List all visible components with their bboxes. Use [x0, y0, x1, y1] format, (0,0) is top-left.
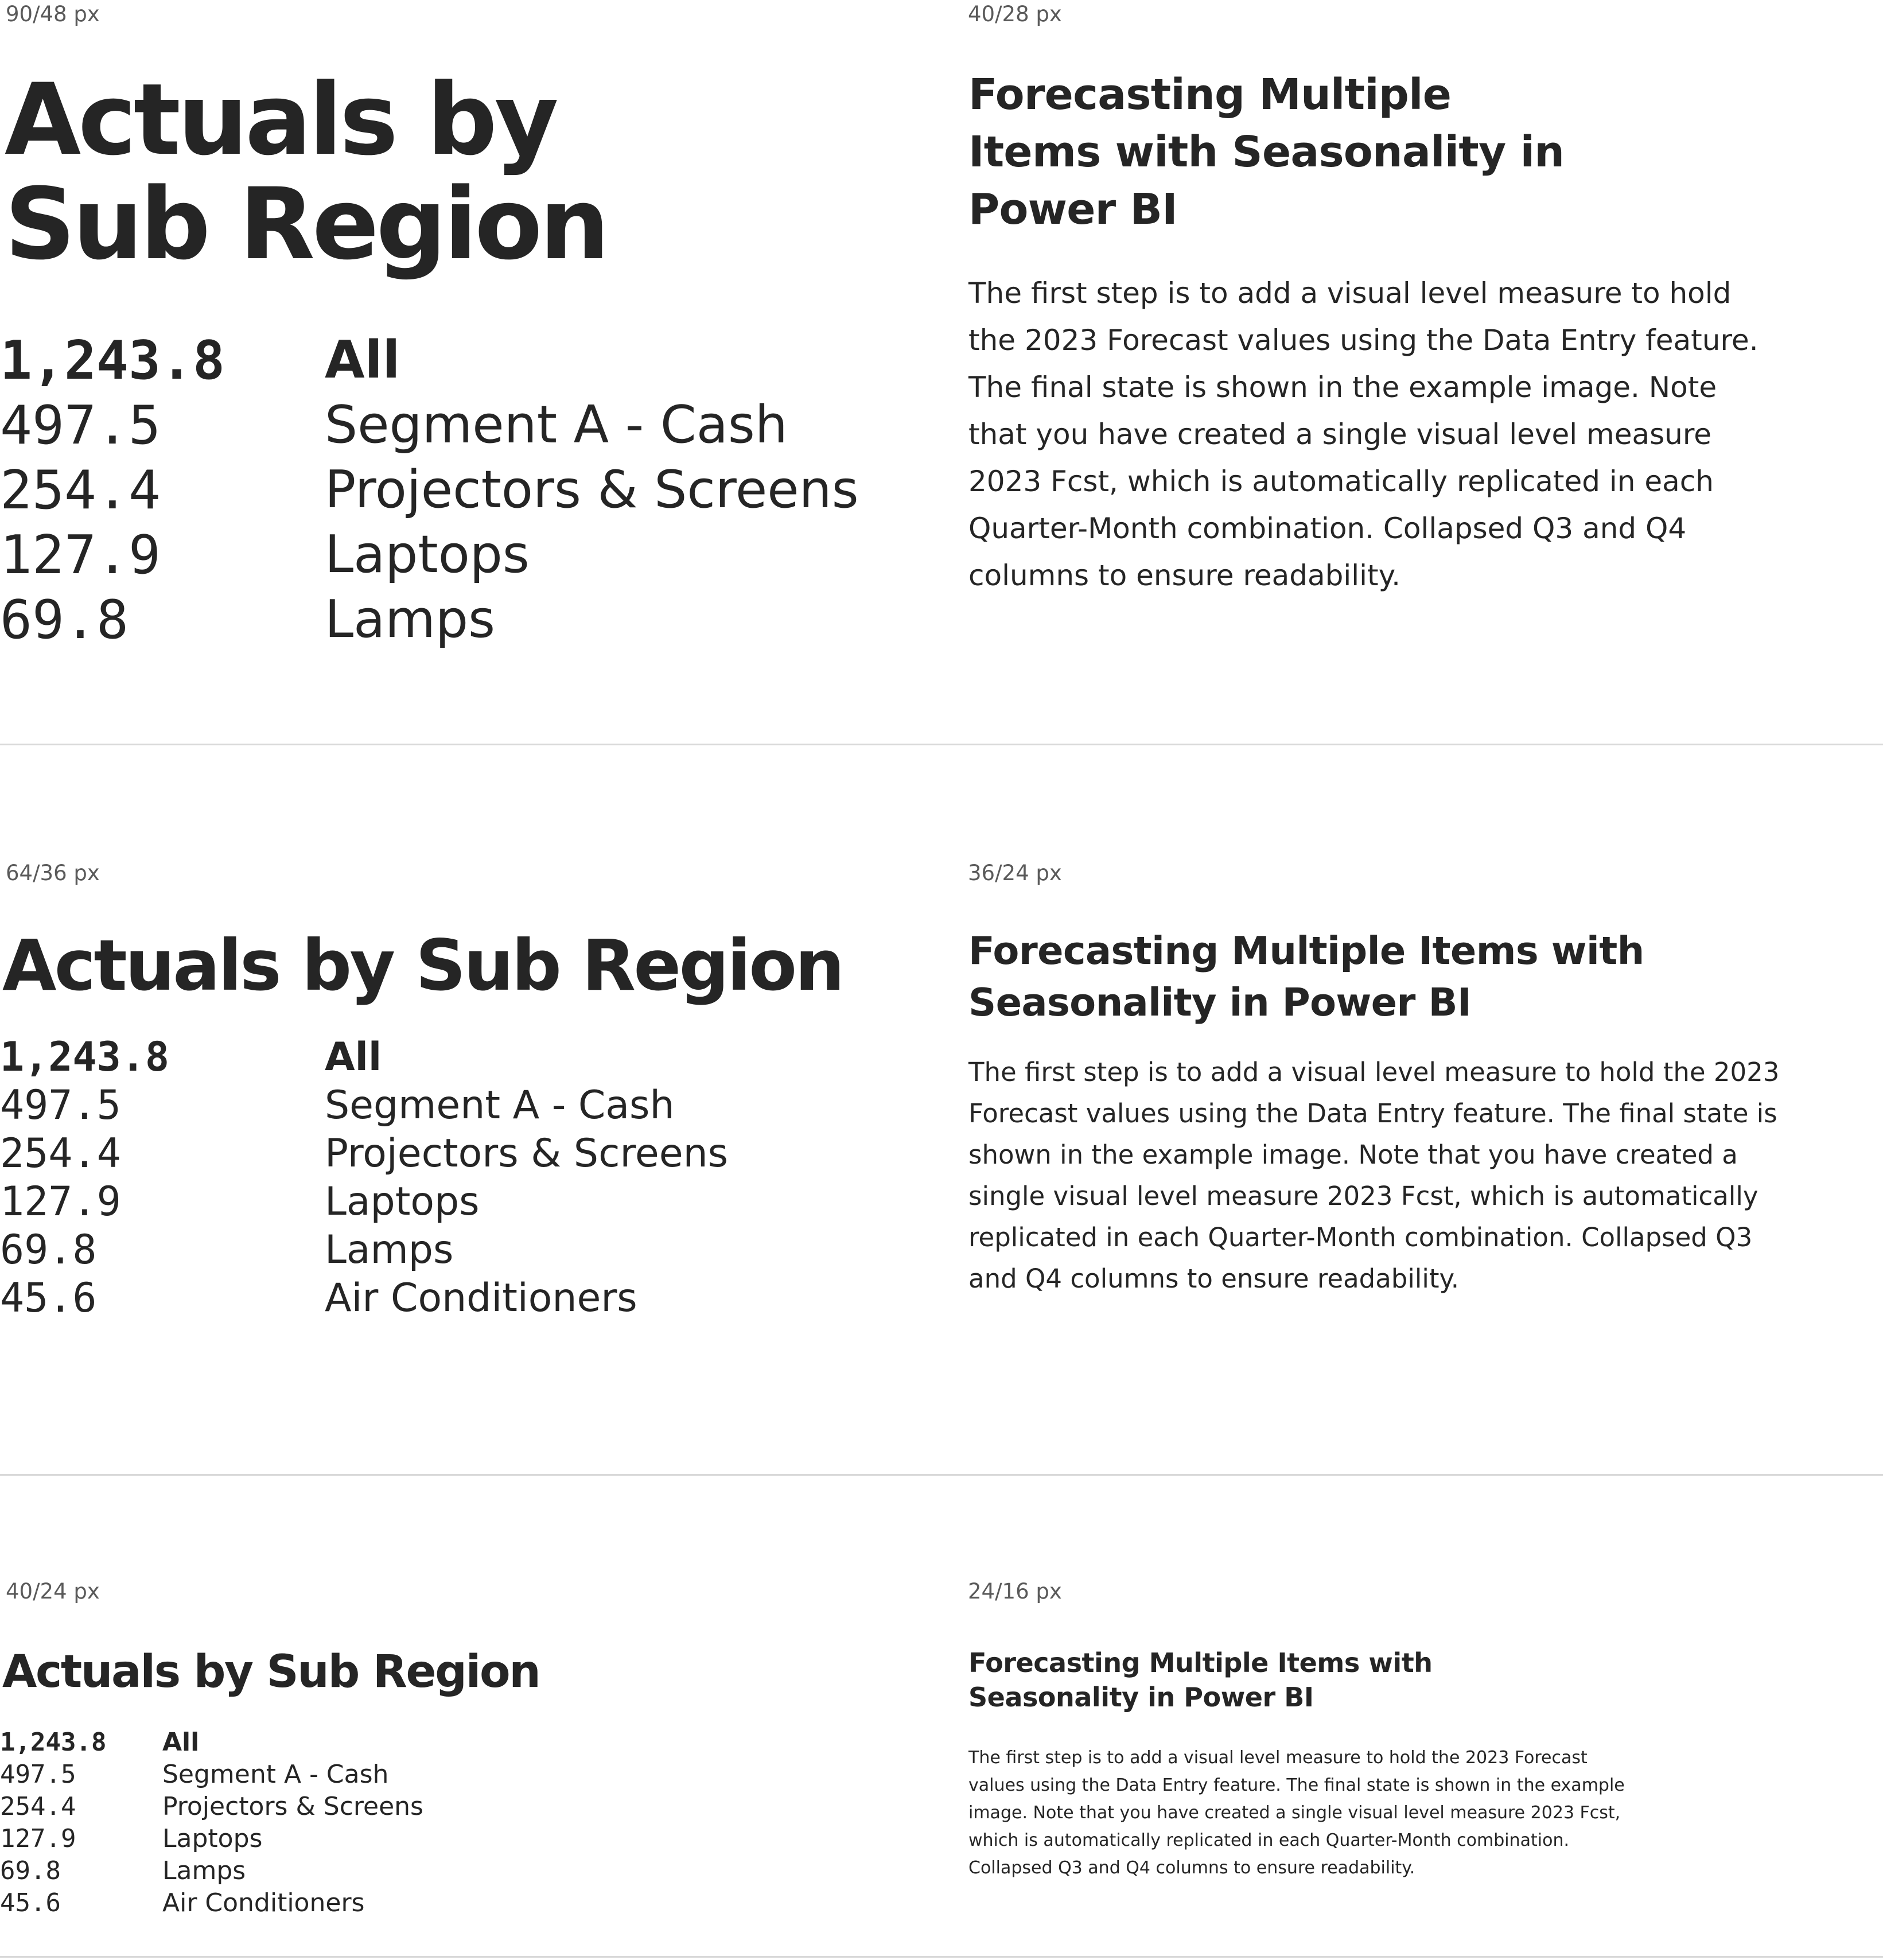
- body-line: 2023 Fcst, which is automatically replicated in each: [968, 465, 1714, 498]
- label: Segment A - Cash: [325, 1082, 675, 1128]
- list-item: [0, 1226, 728, 1274]
- size-label-left: 40/24 px: [6, 1579, 100, 1604]
- body-line: The first step is to add a visual level measure to hold the 2023 Forecast: [968, 1748, 1588, 1768]
- article-heading: [968, 66, 1564, 238]
- region-list: [0, 1726, 423, 1919]
- heading-line: Seasonality in Power BI: [968, 980, 1472, 1025]
- heading-line: Seasonality in Power BI: [968, 1682, 1314, 1713]
- label: Laptops: [162, 1823, 263, 1853]
- value: 497.5: [0, 1082, 121, 1129]
- value: 127.9: [0, 523, 161, 586]
- value: 1,243.8: [0, 1033, 170, 1080]
- list-item: [0, 392, 859, 457]
- heading-line: Power BI: [968, 185, 1177, 234]
- body-line: Forecast values using the Data Entry feature. The final state is: [968, 1098, 1777, 1129]
- page-title: [2, 1643, 539, 1701]
- value: 69.8: [0, 588, 129, 651]
- size-label-right: 24/16 px: [968, 1579, 1062, 1604]
- list-item: [0, 1854, 423, 1887]
- label: Segment A - Cash: [162, 1759, 389, 1789]
- body-line: Collapsed Q3 and Q4 columns to ensure readability.: [968, 1858, 1415, 1878]
- list-item: [0, 1726, 423, 1758]
- heading-line: Forecasting Multiple: [968, 70, 1452, 119]
- body-line: Quarter-Month combination. Collapsed Q3 and Q4: [968, 512, 1687, 545]
- title-line: Actuals by Sub Region: [2, 1646, 540, 1698]
- body-line: shown in the example image. Note that you have created a: [968, 1140, 1738, 1170]
- article-body: [968, 1052, 1779, 1300]
- list-item: [0, 457, 859, 522]
- list-item: [0, 1033, 728, 1081]
- title-line: Actuals by: [5, 62, 556, 177]
- value: 497.5: [0, 394, 161, 456]
- heading-line: Forecasting Multiple Items with: [968, 928, 1644, 973]
- list-item: [0, 1129, 728, 1177]
- label: Laptops: [325, 1179, 480, 1224]
- list-item: [0, 1177, 728, 1226]
- heading-line: Forecasting Multiple Items with: [968, 1647, 1433, 1678]
- label: Air Conditioners: [162, 1888, 365, 1918]
- body-line: replicated in each Quarter-Month combination. Collapsed Q3: [968, 1222, 1753, 1253]
- body-line: that you have created a single visual level measure: [968, 418, 1712, 451]
- value: 254.4: [0, 458, 161, 521]
- region-list: [0, 1033, 728, 1322]
- body-line: The first step is to add a visual level measure to hold the 2023: [968, 1057, 1780, 1087]
- list-item: [0, 522, 859, 587]
- list-item: [0, 1758, 423, 1790]
- label: Projectors & Screens: [325, 1130, 729, 1176]
- article-heading: [968, 925, 1644, 1028]
- section-divider: [0, 1474, 1883, 1476]
- list-item: [0, 1081, 728, 1129]
- size-label-left: 64/36 px: [6, 861, 100, 885]
- list-item: [0, 587, 859, 652]
- size-label-left: 90/48 px: [6, 2, 100, 26]
- label: Air Conditioners: [325, 1275, 637, 1321]
- value: 1,243.8: [0, 1727, 107, 1757]
- value: 127.9: [0, 1823, 76, 1853]
- size-label-right: 36/24 px: [968, 861, 1062, 885]
- article-body: [968, 1744, 1625, 1882]
- list-item: [0, 1274, 728, 1322]
- label: All: [325, 330, 400, 390]
- section-divider: [0, 1956, 1883, 1958]
- value: 254.4: [0, 1130, 121, 1177]
- label: All: [162, 1727, 200, 1757]
- value: 45.6: [0, 1274, 97, 1321]
- body-line: values using the Data Entry feature. The final state is shown in the example: [968, 1775, 1625, 1795]
- label: Lamps: [325, 589, 495, 650]
- heading-line: Items with Seasonality in: [968, 127, 1565, 177]
- body-line: The first step is to add a visual level measure to hold: [968, 277, 1732, 310]
- body-line: columns to ensure readability.: [968, 559, 1401, 592]
- label: Projectors & Screens: [162, 1791, 423, 1821]
- value: 69.8: [0, 1226, 97, 1273]
- size-label-right: 40/28 px: [968, 2, 1062, 26]
- label: Projectors & Screens: [325, 460, 859, 520]
- body-line: the 2023 Forecast values using the Data Entry feature.: [968, 324, 1758, 357]
- article-heading: [968, 1646, 1433, 1714]
- body-line: which is automatically replicated in each Quarter-Month combination.: [968, 1830, 1569, 1850]
- value: 127.9: [0, 1178, 121, 1225]
- article-body: [968, 270, 1758, 599]
- body-line: single visual level measure 2023 Fcst, which is automatically: [968, 1181, 1758, 1211]
- value: 45.6: [0, 1888, 61, 1918]
- page-title: [2, 923, 843, 1009]
- label: Laptops: [325, 524, 530, 585]
- region-list: [0, 328, 859, 652]
- body-line: and Q4 columns to ensure readability.: [968, 1263, 1460, 1294]
- section-divider: [0, 744, 1883, 745]
- body-line: image. Note that you have created a single visual level measure 2023 Fcst,: [968, 1803, 1621, 1823]
- body-line: The final state is shown in the example image. Note: [968, 371, 1717, 404]
- value: 1,243.8: [0, 329, 225, 391]
- list-item: [0, 328, 859, 392]
- list-item: [0, 1822, 423, 1854]
- list-item: [0, 1790, 423, 1822]
- label: All: [325, 1034, 382, 1080]
- page-title: [5, 62, 607, 282]
- label: Lamps: [325, 1227, 454, 1273]
- list-item: [0, 1887, 423, 1919]
- label: Segment A - Cash: [325, 395, 788, 455]
- value: 497.5: [0, 1759, 76, 1789]
- value: 254.4: [0, 1791, 76, 1821]
- title-line: Sub Region: [5, 166, 607, 282]
- label: Lamps: [162, 1856, 246, 1885]
- title-line: Actuals by Sub Region: [2, 925, 843, 1006]
- value: 69.8: [0, 1856, 61, 1885]
